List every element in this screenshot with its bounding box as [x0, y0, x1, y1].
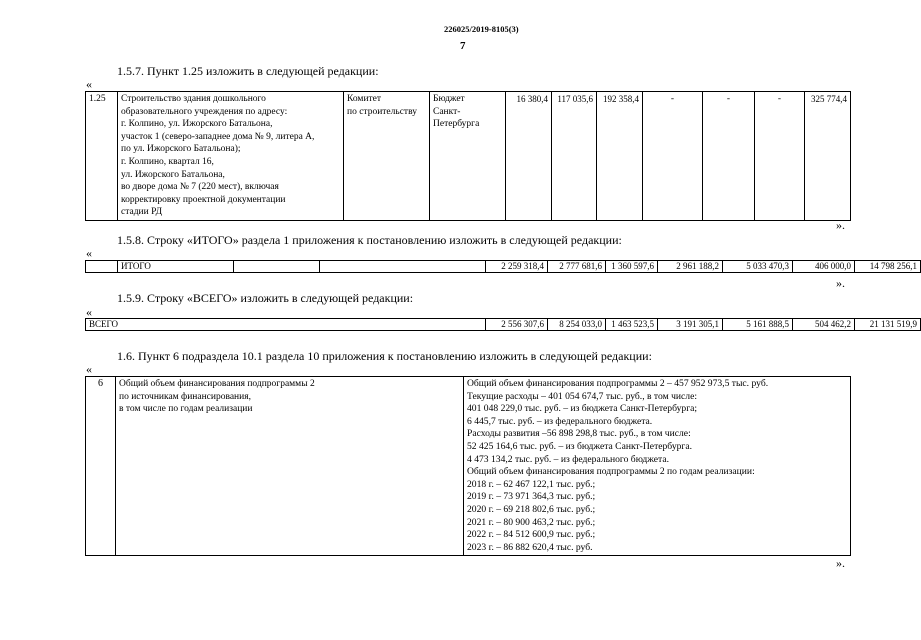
itogo-value-2022: 5 033 470,3 [723, 261, 793, 273]
table-row [86, 377, 851, 556]
table-row [86, 319, 921, 331]
vsego-label: ВСЕГО [86, 319, 486, 331]
value-total: 325 774,4 [805, 92, 851, 221]
quote-close: ». [836, 218, 845, 232]
vsego-value-2019: 8 254 033,0 [548, 319, 606, 331]
financing-details-cell: Общий объем финансирования подпрограммы 2 – 457 952 973,5 тыс. руб. Текущие расходы – 401 054 674,7 тыс. руб., в том числе: 401 048 229,0 тыс. руб. – из бюджета Санкт-Петербурга; 6 445,7 тыс. руб. – из федерального бюджета. Расходы развития –56 898 298,8 тыс. руб., в том числе: 52 425 164,6 тыс. руб. – из бюджета Санкт-Петербурга. 4 473 134,2 тыс. руб. – из федерального бюджета. Общий объем финансирования подпрограммы 2 по годам реализации: 2018 г. – 62 467 122,1 тыс. руб.; 2019 г. – 73 971 364,3 тыс. руб.; 2020 г. – 69 218 802,6 тыс. руб.; 2021 г. – 80 900 463,2 тыс. руб.; 2022 г. – 84 512 600,9 тыс. руб.; 2023 г. – 86 882 620,4 тыс. руб. [464, 377, 851, 556]
document-number: 226025/2019-8105(3) [444, 24, 519, 34]
vsego-value-2021: 3 191 305,1 [658, 319, 723, 331]
quote-close: ». [836, 276, 845, 290]
table-vsego [85, 318, 921, 331]
value-2023: - [755, 92, 805, 221]
page-number: 7 [460, 40, 466, 52]
value-2021: - [643, 92, 703, 221]
itogo-value-2023: 406 000,0 [793, 261, 855, 273]
row-number: 1.25 [86, 92, 118, 221]
quote-open: « [86, 246, 92, 260]
itogo-value-2019: 2 777 681,6 [548, 261, 606, 273]
table-point-6 [85, 376, 851, 556]
vsego-value-total: 21 131 519,9 [855, 319, 921, 331]
paragraph-1-5-8: 1.5.8. Строку «ИТОГО» раздела 1 приложения к постановлению изложить в следующей редакции: [117, 233, 622, 247]
table-item-1-25 [85, 91, 851, 221]
paragraph-1-6: 1.6. Пункт 6 подраздела 10.1 раздела 10 приложения к постановлению изложить в следующей редакции: [117, 349, 652, 363]
quote-open: « [86, 362, 92, 376]
value-2018: 16 380,4 [506, 92, 552, 221]
vsego-value-2020: 1 463 523,5 [606, 319, 658, 331]
row-number: 6 [86, 377, 116, 556]
object-description: Строительство здания дошкольного образовательного учреждения по адресу: г. Колпино, ул. Ижорского Батальона, участок 1 (северо-западнее дома № 9, литера А, по ул. Ижорского Батальона); г. Колпино, квартал 16, ул. Ижорского Батальона, во дворе дома № 7 (220 мест), включая корректировку проектной документации стадии РД [118, 92, 344, 221]
itogo-value-2020: 1 360 597,6 [606, 261, 658, 273]
vsego-value-2018: 2 556 307,6 [486, 319, 548, 331]
value-2020: 192 358,4 [597, 92, 643, 221]
executor-cell: Комитет по строительству [344, 92, 430, 221]
table-row [86, 92, 851, 221]
table-row [86, 261, 921, 273]
vsego-value-2023: 504 462,2 [793, 319, 855, 331]
itogo-value-2018: 2 259 318,4 [486, 261, 548, 273]
value-2019: 117 035,6 [552, 92, 597, 221]
itogo-label: ИТОГО [118, 261, 234, 273]
value-2022: - [703, 92, 755, 221]
itogo-value-total: 14 798 256,1 [855, 261, 921, 273]
quote-close: ». [836, 556, 845, 570]
vsego-value-2022: 5 161 888,5 [723, 319, 793, 331]
quote-open: « [86, 77, 92, 91]
financing-label-cell: Общий объем финансирования подпрограммы 2 по источникам финансирования, в том числе по годам реализации [116, 377, 464, 556]
funding-source-cell: Бюджет Санкт- Петербурга [430, 92, 506, 221]
itogo-value-2021: 2 961 188,2 [658, 261, 723, 273]
quote-open: « [86, 305, 92, 319]
table-itogo [85, 260, 921, 273]
paragraph-1-5-7: 1.5.7. Пункт 1.25 изложить в следующей редакции: [117, 64, 379, 78]
paragraph-1-5-9: 1.5.9. Строку «ВСЕГО» изложить в следующей редакции: [117, 291, 414, 305]
